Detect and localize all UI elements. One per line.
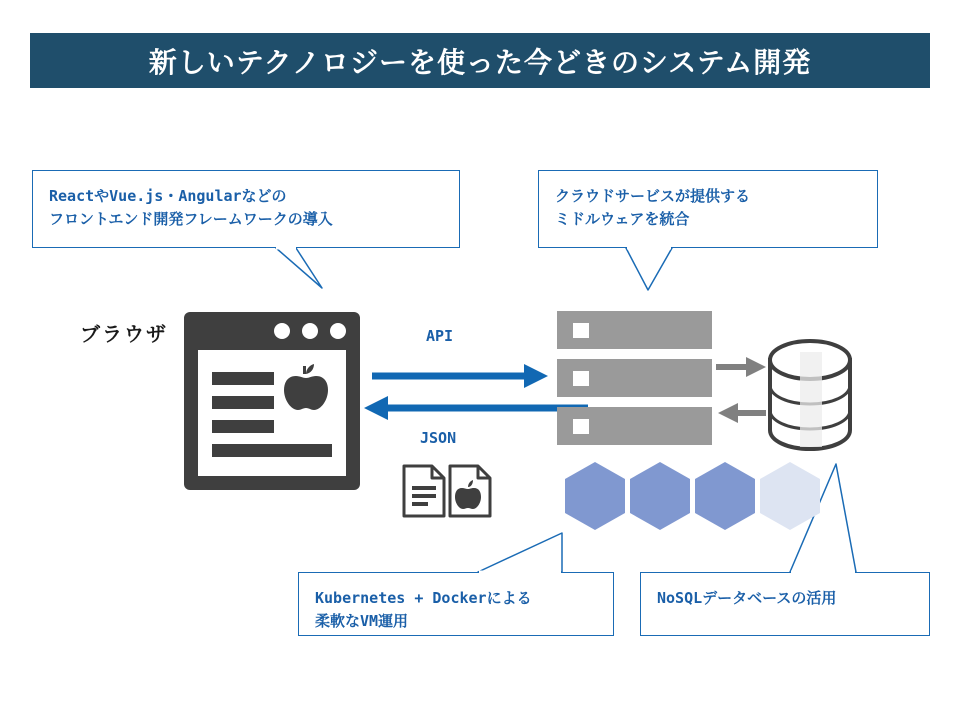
callout-pointer-frontend <box>276 248 322 288</box>
callout-pointer-nosql <box>790 464 856 572</box>
callout-nosql <box>640 572 930 636</box>
callout-cloud-line2: ミドルウェアを統合 <box>555 210 690 229</box>
server-rack-icon <box>557 311 712 445</box>
callout-frontend-line2: フロントエンド開発フレームワークの導入 <box>49 210 333 229</box>
hexagon-cluster-icon <box>565 462 820 530</box>
json-document-apple-icon <box>450 466 490 516</box>
browser-window-icon <box>184 312 360 490</box>
callout-kubernetes-line1: Kubernetes + Dockerによる <box>315 589 532 607</box>
callout-cloud <box>538 170 878 248</box>
callout-kubernetes-line2: 柔軟なVM運用 <box>315 612 409 631</box>
db-to-server-arrow <box>718 403 766 423</box>
json-response-arrow <box>364 396 588 420</box>
callout-kubernetes <box>298 572 614 636</box>
json-label: JSON <box>420 429 457 447</box>
callout-frontend <box>32 170 460 248</box>
page-title: 新しいテクノロジーを使った今どきのシステム開発 <box>148 46 812 78</box>
api-request-arrow <box>372 364 548 388</box>
server-to-db-arrow <box>716 357 766 377</box>
browser-label: ブラウザ <box>80 324 168 346</box>
slide-title-bar <box>30 33 930 88</box>
database-cylinder-icon <box>770 341 850 449</box>
callout-pointer-kubernetes <box>478 533 562 572</box>
callout-pointer-cloud <box>626 248 672 290</box>
callout-frontend-line1: ReactやVue.js・Angularなどの <box>49 187 287 205</box>
apple-icon <box>284 364 328 410</box>
api-label: API <box>426 327 454 345</box>
callout-nosql-line1: NoSQLデータベースの活用 <box>657 589 837 607</box>
json-document-icon <box>404 466 444 516</box>
callout-cloud-line1: クラウドサービスが提供する <box>555 187 751 205</box>
